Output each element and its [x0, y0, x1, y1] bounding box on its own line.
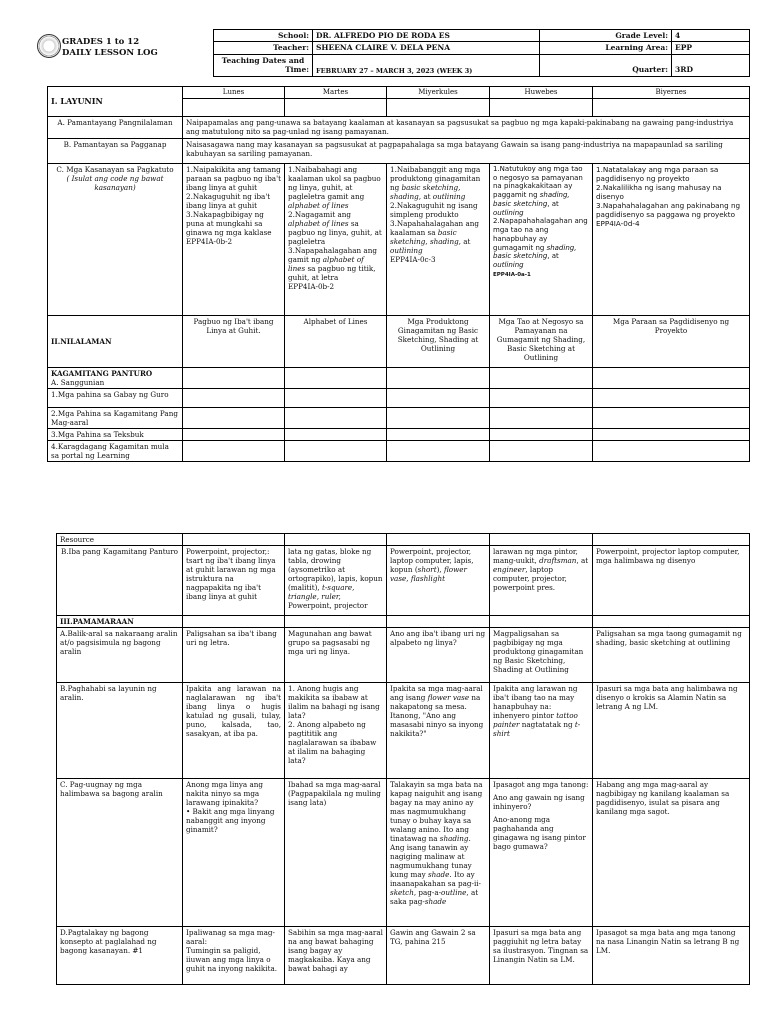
pag-uugnay-tuesday: Ibahad sa mga mag-aaral (Pagpapakilala ng muling isang lata): [285, 779, 387, 927]
kasanayan-label-cell: [48, 163, 183, 315]
pag-uugnay-friday: Habang ang mga mag-aaral ay nagbibigay ng kanilang kaalaman sa pagdidisenyo, isulat sa pisara ang kanilang mga sagot.: [593, 779, 750, 927]
area-value: EPP: [672, 42, 750, 54]
teacher-value: SHEENA CLAIRE V. DELA PENA: [313, 42, 540, 54]
day-thursday: Huwebes: [490, 87, 593, 99]
day-monday: Lunes: [183, 87, 285, 99]
resource-label: Resource: [57, 534, 183, 546]
kasanayan-label: C. Mga Kasanayan sa Pagkatuto: [56, 164, 174, 174]
day-friday: Biyernes: [593, 87, 750, 99]
title-line-1: GRADES 1 to 12: [62, 37, 140, 47]
gabay-ng-guro-label: 1.Mga pahina sa Gabay ng Guro: [48, 388, 183, 407]
pagtalakay-thursday: Ipasuri sa mga bata ang paggiuhit ng letra batay sa ilustrasyon. Tingnan sa Linangin Natin sa LM.: [490, 927, 593, 985]
paghahabi-friday: Ipasuri sa mga bata ang halimbawa ng disenyo o krokis sa Alamin Natin sa letrang A ng LM.: [593, 683, 750, 779]
kagamitan-wednesday: Powerpoint, projector, laptop computer, lapis, kopun (short), flower vase, flashlight: [387, 546, 490, 616]
balik-aral-label: A.Balik-aral sa nakaraang aralin at/o pagsisimula ng bagong aralin: [57, 628, 183, 683]
dates-label: [214, 54, 313, 76]
deped-seal-logo: [37, 34, 61, 58]
kagamitang-pang-mag-aaral-label: 2.Mga Pahina sa Kagamitang Pang Mag-aaral: [48, 407, 183, 428]
pag-uugnay-monday: Anong mga linya ang nakita ninyo sa mga larawang ipinakita? • Bakit ang mga linyang nabanggit ang inyong ginamit?: [183, 779, 285, 927]
paghahabi-monday: Ipakita ang larawan na naglalarawan ng iba't ibang linya o hugis katulad ng gusali, tulay, puno, kalsada, tao, sasakyan, at iba pa.: [183, 683, 285, 779]
lesson-table-part2: [56, 533, 750, 985]
paghahabi-tuesday: 1. Anong hugis ang makikita sa ibabaw at ilalim na bahagi ng isang lata? 2. Anong alpabeto ng pagtititik ang naglalarawan sa ibabaw at ilalim na bahaging lata?: [285, 683, 387, 779]
teacher-label: Teacher:: [214, 42, 313, 54]
balik-aral-friday: Paligsahan sa mga taong gumagamit ng shading, basic sketching at outlining: [593, 628, 750, 683]
kagamitan-title: KAGAMITANG PANTURO: [51, 368, 153, 378]
header-info-table: [213, 29, 750, 77]
pag-uugnay-wednesday: Talakayin sa mga bata na kapag naiguhit ang isang bagay na may anino ay mas nagmumukhang tunay o buhay kaya sa walang anino. Ito ang tinatawag na shading. Ang isang tanawin ay nagiging malinaw at nagmumukhang tunay kung may shade. Ito ay inaanapakahan sa pag-ii-sketch, pag-a-outline, at saka pag-shade: [387, 779, 490, 927]
kagamitan-tuesday: lata ng gatas, bloke ng tabla, drowing (aysometriko at ortograpiko), lapis, kopun (malitit), t-square, triangle, ruler, Powerpoint, projector: [285, 546, 387, 616]
pamantayang-pangnilalaman-label: A. Pamantayang Pangnilalaman: [48, 116, 183, 138]
kagamitan-cell: [48, 367, 183, 388]
kasanayan-monday: 1.Naipakikita ang tamang paraan sa pagbuo ng iba't ibang linya at guhit 2.Nakaguguhit ng iba't ibang linya at guhit 3.Nakapagbibigay ng puna at mungkahi sa ginawa ng mga kaklase EPP4IA-0b-2: [183, 163, 285, 315]
pamantayan-sa-pagganap-text: Naisasagawa nang may kasanayan sa pagsusukat at pagpapahalaga sa mga batayang Gawain sa isang pang-industriya na mapapaunlad sa sariling kabuhayan sa sariling pamayanan.: [183, 138, 750, 163]
dates-value: FEBRUARY 27 – MARCH 3, 2023 (WEEK 3): [313, 54, 540, 76]
quarter-label: Quarter:: [540, 54, 672, 76]
day-tuesday: Martes: [285, 87, 387, 99]
balik-aral-wednesday: Ano ang iba't ibang uri ng alpabeto ng linya?: [387, 628, 490, 683]
nilalaman-wednesday: Mga Produktong Ginagamitan ng Basic Sketching, Shading at Outlining: [387, 315, 490, 367]
dates-label-line2: Time:: [285, 65, 309, 75]
kasanayan-friday: 1.Natatalakay ang mga paraan sa pagdidisenyo ng proyekto 2.Nakalilikha ng isang mahusay na disenyo 3.Napahahalagahan ang pakinabang ng pagdidisenyo sa paggawa ng proyekto EPP4IA-0d-4: [593, 163, 750, 315]
log-title: [62, 37, 158, 60]
nilalaman-friday: Mga Paraan sa Pagdidisenyo ng Proyekto: [593, 315, 750, 367]
school-label: School:: [214, 30, 313, 42]
paghahabi-label: B.Paghahabi sa layunin ng aralin.: [57, 683, 183, 779]
kasanayan-note: ( Isulat ang code ng bawat kasanayan): [66, 173, 164, 192]
pamantayan-sa-pagganap-label: B. Pamantayan sa Pagganap: [48, 138, 183, 163]
balik-aral-tuesday: Magunahan ang bawat grupo sa pagsasabi ng mga uri ng linya.: [285, 628, 387, 683]
pag-uugnay-thursday: Ipasagot ang mga tanong: Ano ang gawain ng isang inhinyero? Ano-anong mga paghahanda ang ginagawa ng isang pintor bago gumawa?: [490, 779, 593, 927]
sanggunian-label: A. Sanggunian: [51, 377, 105, 387]
kagamitan-thursday: larawan ng mga pintor, mang-uukit, draftsman, at engineer, laptop computer, projector, powerpoint pres.: [490, 546, 593, 616]
paghahabi-thursday: Ipakita ang larawan ng iba't ibang tao na may hanapbuhay na: inhenyero pintor tattoo painter nagtatatak ng t-shirt: [490, 683, 593, 779]
quarter-value: 3RD: [672, 54, 750, 76]
kagamitan-monday: Powerpoint, projector,: tsart ng iba't ibang linya at guhit larawan ng mga istruktura na nagpapakita ng iba't ibang linya at guhit: [183, 546, 285, 616]
iba-pang-kagamitan-label: B.Iba pang Kagamitang Panturo: [57, 546, 183, 616]
pag-uugnay-label: C. Pag-uugnay ng mga halimbawa sa bagong aralin: [57, 779, 183, 927]
grade-label: Grade Level:: [540, 30, 672, 42]
school-value: DR. ALFREDO PIO DE RODA ES: [313, 30, 540, 42]
lesson-table-part1: [47, 86, 750, 462]
nilalaman-monday: Pagbuo ng Iba't ibang Linya at Guhit.: [183, 315, 285, 367]
pagtalakay-label: D.Pagtalakay ng bagong konsepto at paglalahad ng bagong kasanayan. #1: [57, 927, 183, 985]
pagtalakay-wednesday: Gawin ang Gawain 2 sa TG, pahina 215: [387, 927, 490, 985]
teksbuk-label: 3.Mga Pahina sa Teksbuk: [48, 428, 183, 440]
day-wednesday: Miyerkules: [387, 87, 490, 99]
kasanayan-tuesday: 1.Naibabahagi ang kaalaman ukol sa pagbuo ng linya, guhit, at pagleletra gamit ang alphabet of lines 2.Nagagamit ang alphabet of lines sa pagbuo ng linya, guhit, at pagleletra 3.Napapahalagahan ang gamit ng alphabet of lines sa pagbuo ng titik, guhit, at letra EPP4IA-0b-2: [285, 163, 387, 315]
nilalaman-thursday: Mga Tao at Negosyo sa Pamayanan na Gumagamit ng Shading, Basic Sketching at Outlining: [490, 315, 593, 367]
pagtalakay-tuesday: Sabihin sa mga mag-aaral na ang bawat bahaging isang bagay ay magkakaiba. Kaya ang bawat bahagi ay: [285, 927, 387, 985]
pamantayang-pangnilalaman-text: Naipapamalas ang pang-unawa sa batayang kaalaman at kasanayan sa pagsusukat sa pagbuo ng mga kapaki-pakinabang na gawaing pang-industriya ang matutulong nito sa pag-unlad ng isang pamayanan.: [183, 116, 750, 138]
kasanayan-thursday: 1.Natutukoy ang mga tao o negosyo sa pamayanan na pinagkakakitaan ay paggamit ng shading, basic sketching, at outlining 2.Napapahahalagahan ang mga tao na ang hanapbuhay ay gumagamit ng shading, basic sketching, at outlining EPP4IA-0a-1: [490, 163, 593, 315]
kagamitan-friday: Powerpoint, projector laptop computer, mga halimbawa ng disenyo: [593, 546, 750, 616]
nilalaman-title: II.NILALAMAN: [48, 315, 183, 367]
pagtalakay-monday: Ipaliwanag sa mga mag-aaral: Tumingin sa paligid, iiuwan ang mga linya o guhit na inyong nakikita.: [183, 927, 285, 985]
dates-label-line1: Teaching Dates and: [221, 55, 305, 65]
pamamaraan-title: III.PAMAMARAAN: [57, 616, 183, 628]
area-label: Learning Area:: [540, 42, 672, 54]
layunin-title: I. LAYUNIN: [48, 87, 183, 117]
kasanayan-wednesday: 1.Naibabanggit ang mga produktong ginagamitan ng basic sketching, shading, at outlining 2.Nakaguguhit ng isang simpleng produkto 3.Napahahalagahan ang kaalaman sa basic sketching, shading, at outlining EPP4IA-0c-3: [387, 163, 490, 315]
title-line-2: DAILY LESSON LOG: [62, 48, 158, 59]
balik-aral-monday: Paligsahan sa iba't ibang uri ng letra.: [183, 628, 285, 683]
pagtalakay-friday: Ipasagot sa mga bata ang mga tanong na nasa Linangin Natin sa letrang B ng LM.: [593, 927, 750, 985]
paghahabi-wednesday: Ipakita sa mga mag-aaral ang isang flower vase na nakapatong sa mesa. Itanong, "Ano ang masasabi ninyo sa inyong nakikita?": [387, 683, 490, 779]
nilalaman-tuesday: Alphabet of Lines: [285, 315, 387, 367]
kasanayan-thursday-code: EPP4IA-0a-1: [493, 271, 531, 278]
grade-value: 4: [672, 30, 750, 42]
karagdagang-kagamitan-label: 4.Karagdagang Kagamitan mula sa portal ng Learning: [48, 440, 183, 461]
balik-aral-thursday: Magpaligsahan sa pagbibigay ng mga produktong ginagamitan ng Basic Sketching, Shading at Outlining: [490, 628, 593, 683]
